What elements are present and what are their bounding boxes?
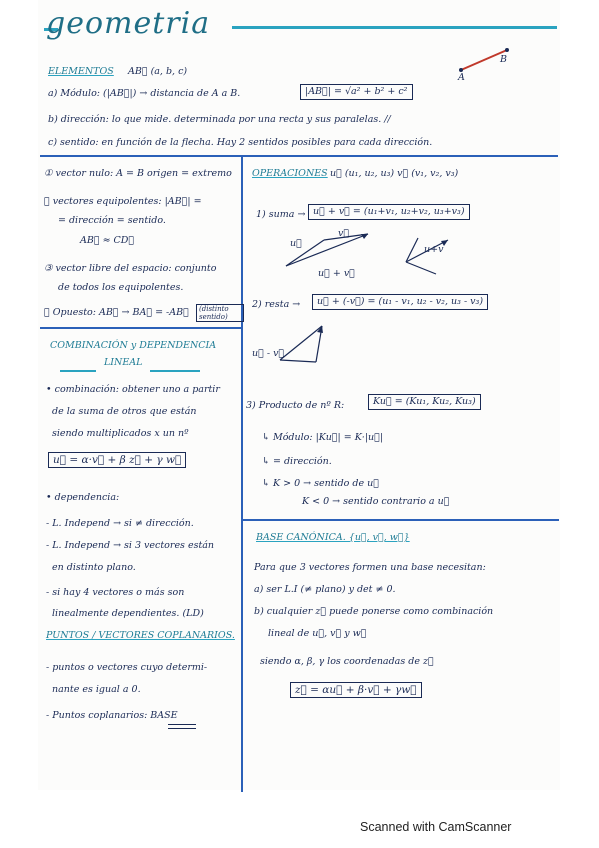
coplanarios-1: - puntos o vectores cuyo determi- [46,662,208,673]
coplanarios-title: PUNTOS / VECTORES COPLANARIOS. [46,630,235,641]
coplanarios-3: - Puntos coplanarios: BASE [46,710,178,721]
dependencia-title: • dependencia: [46,492,120,503]
suma-formula-box: u⃗ + v⃗ = (u₁+v₁, u₂+v₂, u₃+v₃) [308,204,470,220]
base-4: lineal de u⃗, v⃗ y w⃗ [268,628,367,639]
equipolentes-2: = dirección = sentido. [58,215,166,226]
dependencia-4: - si hay 4 vectores o más son [46,587,185,598]
title-underline [232,26,557,29]
base-formula-box: z⃗ = αu⃗ + β·v⃗ + γw⃗ [290,682,422,698]
equipolentes-3: AB⃗ ≈ CD⃗ [80,235,135,246]
modulo-line: a) Módulo: (|AB⃗|) → distancia de A a B. [48,88,241,99]
opuesto: ④ Opuesto: AB⃗ → BA⃗ = -AB⃗ [44,307,189,318]
right-divider [241,519,559,521]
suma-uv2-label: u+v [424,244,444,255]
base-2: a) ser L.I (≠ plano) y det ≠ 0. [254,584,396,595]
equipolentes-1: ② vectores equipolentes: |AB⃗| = [44,196,202,207]
producto-k-negativo: K < 0 → sentido contrario a u⃗ [302,496,450,507]
resta-umv-label: u⃗ - v⃗ [252,348,285,359]
resta-formula-box: u⃗ + (-v⃗) = (u₁ - v₁, u₂ - v₂, u₃ - v₃) [312,294,488,310]
producto-label: 3) Producto de nº R: [246,400,345,411]
combinacion-text-2: de la suma de otros que están [52,406,197,417]
combinacion-formula-box: u⃗ = α·v⃗ + β z⃗ + γ w⃗ [48,452,186,468]
base-underline-1 [168,724,196,725]
suma-diagram-right [396,232,456,282]
resta-label: 2) resta → [252,299,301,310]
dependencia-2: - L. Independ → si 3 vectores están [46,540,215,551]
combinacion-text-1: • combinación: obtener uno a partir [46,384,220,395]
page-title: geometria [46,6,211,41]
operaciones-vectors: u⃗ (u₁, u₂, u₃) v⃗ (v₁, v₂, v₃) [330,168,459,179]
lineal-dash-left [60,370,96,372]
opuesto-note: (distinto sentido) [196,304,244,322]
dependencia-1: - L. Independ → si ≠ dirección. [46,518,194,529]
dependencia-3: en distinto plano. [52,562,136,573]
producto-modulo: ↳ Módulo: |Ku⃗| = K·|u⃗| [262,432,384,443]
direccion-line: b) dirección: lo que mide. determinada por una recta y sus paralelas. // [48,114,391,125]
libre-1: ③ vector libre del espacio: conjunto [44,263,217,274]
operaciones-title: OPERACIONES [252,168,328,179]
dependencia-5: linealmente dependientes. (LD) [52,608,204,619]
top-divider [40,155,558,157]
lineal-dash-right [150,370,200,372]
sentido-line: c) sentido: en función de la flecha. Hay 2 sentidos posibles para cada dirección. [48,137,433,148]
combinacion-title-1: COMBINACIÓN y DEPENDENCIA [50,340,217,351]
combinacion-title-2: LINEAL [104,357,143,368]
producto-k-positivo: ↳ K > 0 → sentido de u⃗ [262,478,379,489]
base-3: b) cualquier z⃗ puede ponerse como combinación [254,606,494,617]
base-underline-2 [168,728,196,729]
suma-v-label: v⃗ [338,228,350,239]
suma-label: 1) suma → [256,209,306,220]
base-5: siendo α, β, γ los coordenadas de z⃗ [260,656,434,667]
producto-direccion: ↳ = dirección. [262,456,332,467]
scanner-watermark: Scanned with CamScanner [360,820,512,834]
libre-2: de todos los equipolentes. [58,282,184,293]
base-canonica-title: BASE CANÓNICA. {u⃗, v⃗, w⃗} [256,532,410,543]
point-b-label: B [500,54,507,65]
base-1: Para que 3 vectores formen una base necesitan: [254,562,486,573]
suma-uv-label: u⃗ + v⃗ [318,268,355,279]
producto-formula-box: Ku⃗ = (Ku₁, Ku₂, Ku₃) [368,394,481,410]
point-a-label: A [458,72,465,83]
vector-nulo: ① vector nulo: A = B origen = extremo [44,168,232,179]
coplanarios-2: nante es igual a 0. [52,684,141,695]
column-divider [241,155,243,792]
elementos-label: ELEMENTOS [48,66,114,77]
suma-u-label: u⃗ [290,238,302,249]
modulo-formula-box: |AB⃗| = √a² + b² + c² [300,84,413,100]
combinacion-text-3: siendo multiplicados x un nº [52,428,189,439]
elementos-vector: AB⃗ (a, b, c) [128,66,188,77]
resta-diagram [270,322,340,372]
left-divider-1 [40,327,241,329]
